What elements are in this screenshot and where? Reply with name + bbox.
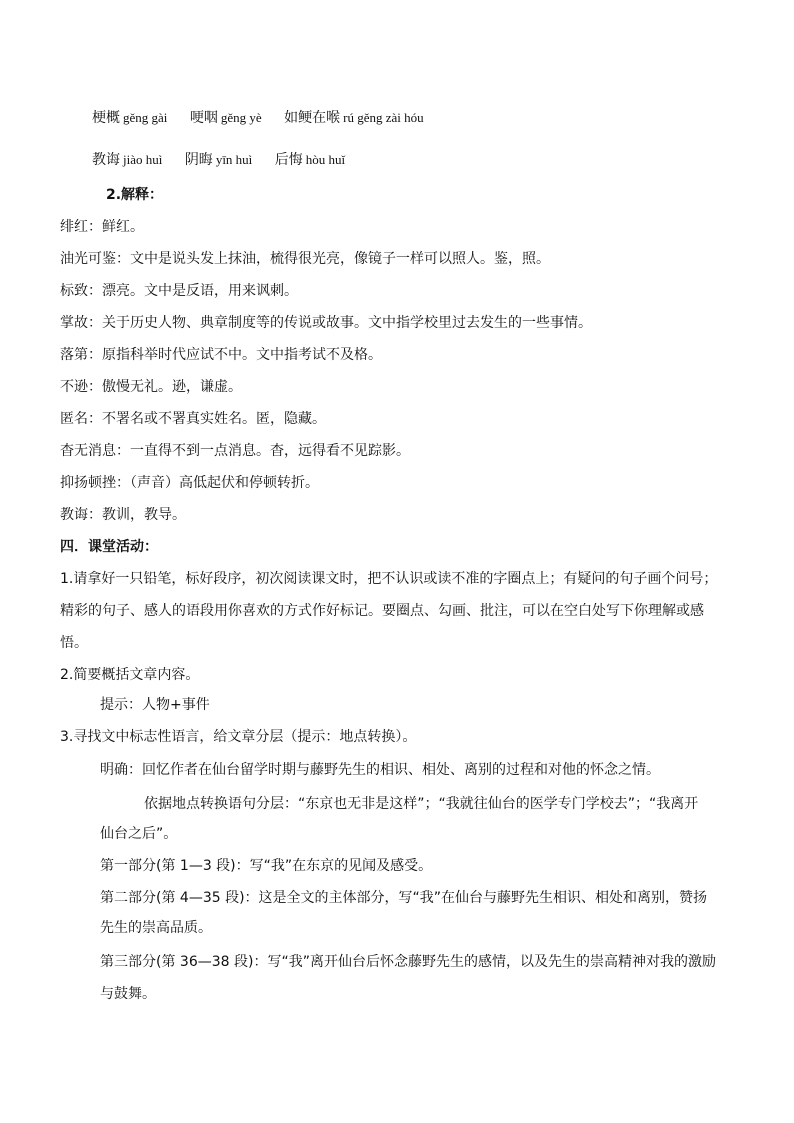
clarify-text: 明确：回忆作者在仙台留学时期与藤野先生的相识、相处、离别的过程和对他的怀念之情。 <box>100 762 660 778</box>
part-2-text: 先生的崇高品质。 <box>100 920 212 936</box>
pinyin-row-1 <box>92 108 442 128</box>
vocab-pinyin: gěng gài <box>123 110 168 125</box>
activity-1-text: 悟。 <box>60 635 88 651</box>
definition-item: 杳无消息：一直得不到一点消息。杳，远得看不见踪影。 <box>60 443 410 459</box>
vocab-word: 如鲠在喉 <box>284 110 341 126</box>
part-3-text: 第三部分(第 36—38 段)：写“我”离开仙台后怀念藤野先生的感情，以及先生的崇高精神对我的激励 <box>100 954 716 970</box>
vocab-item <box>92 152 162 168</box>
pinyin-row-2 <box>92 150 363 170</box>
vocab-item <box>275 152 345 168</box>
vocab-pinyin: yīn huì <box>215 152 253 167</box>
definition-item: 油光可鉴：文中是说头发上抹油，梳得很光亮，像镜子一样可以照人。鉴，照。 <box>60 251 550 267</box>
vocab-word: 后悔 <box>274 152 303 168</box>
definition-item: 绯红：鲜红。 <box>60 219 144 235</box>
vocab-item <box>190 110 262 126</box>
split-text: 仙台之后”。 <box>100 826 178 842</box>
vocab-word: 哽咽 <box>189 110 218 126</box>
part-3-text: 与鼓舞。 <box>100 986 156 1002</box>
vocab-pinyin: hòu huǐ <box>305 152 346 167</box>
vocab-item <box>284 110 424 126</box>
definition-item: 落第：原指科举时代应试不中。文中指考试不及格。 <box>60 347 382 363</box>
definition-item: 不逊：傲慢无礼。逊，谦虚。 <box>60 379 242 395</box>
vocab-item <box>185 152 252 168</box>
vocab-pinyin: jiào huì <box>123 152 163 167</box>
vocab-pinyin: gěng yè <box>220 110 262 125</box>
definition-item: 掌故：关于历史人物、典章制度等的传说或故事。文中指学校里过去发生的一些事情。 <box>60 315 592 331</box>
definition-item: 标致：漂亮。文中是反语，用来讽刺。 <box>60 283 298 299</box>
vocab-word: 梗概 <box>92 110 120 126</box>
vocab-pinyin: rú gěng zài hóu <box>343 110 424 125</box>
activity-1-text: 精彩的句子、感人的语段用你喜欢的方式作好标记。要圈点、勾画、批注，可以在空白处写下你理解或感 <box>60 603 704 619</box>
definition-item: 匿名：不署名或不署真实姓名。匿，隐藏。 <box>60 411 326 427</box>
vocab-item <box>92 110 167 126</box>
definition-item: 抑扬顿挫：（声音）高低起伏和停顿转折。 <box>60 475 319 491</box>
activity-1-text: 1.请拿好一只铅笔，标好段序，初次阅读课文时，把不认识或读不准的字圈点上；有疑问的句子画个问号； <box>60 571 718 587</box>
split-text: 依据地点转换语句分层：“东京也无非是这样”；“我就往仙台的医学专门学校去”；“我离开 <box>144 796 699 812</box>
vocab-word: 阴晦 <box>184 152 213 168</box>
activity-3-text: 3.寻找文中标志性语言，给文章分层（提示：地点转换）。 <box>60 729 417 745</box>
part-1-text: 第一部分(第 1—3 段)：写“我”在东京的见闻及感受。 <box>100 858 433 874</box>
explain-heading: 2.解释： <box>106 187 164 203</box>
activity-heading: 四．课堂活动： <box>60 539 158 555</box>
activity-2-hint: 提示：人物+事件 <box>100 697 210 713</box>
part-2-text: 第二部分(第 4—35 段)：这是全文的主体部分，写“我”在仙台与藤野先生相识、相处和离别，赞扬 <box>100 890 708 906</box>
definition-item: 教诲：教训，教导。 <box>60 507 186 523</box>
vocab-word: 教诲 <box>92 152 120 168</box>
activity-2-text: 2.简要概括文章内容。 <box>60 667 200 683</box>
